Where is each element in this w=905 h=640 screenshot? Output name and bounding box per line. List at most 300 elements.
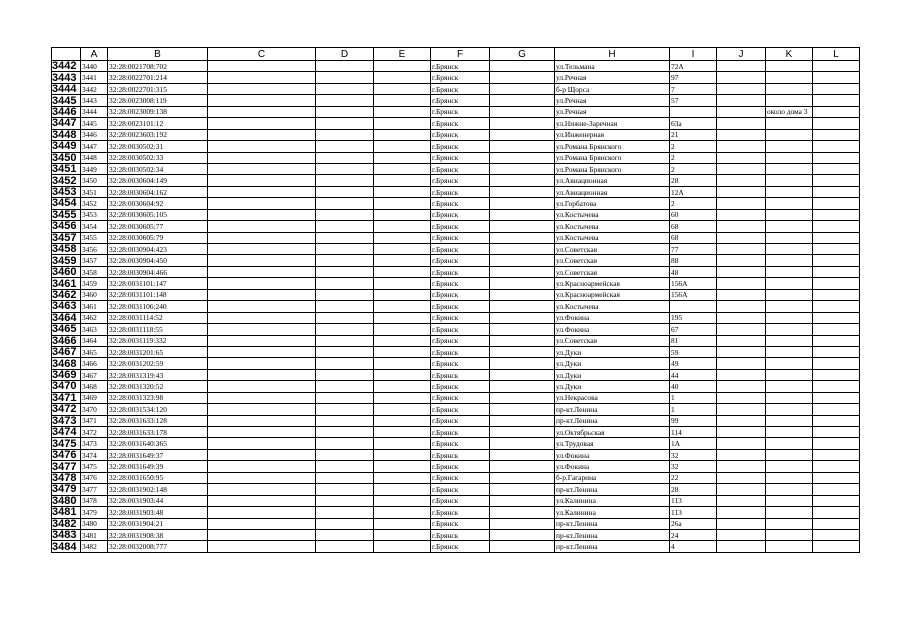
cell-a[interactable]: 3454: [81, 221, 108, 232]
cell-f[interactable]: г.Брянск: [431, 232, 490, 243]
column-header-a[interactable]: A: [81, 48, 108, 61]
cell-a[interactable]: 3458: [81, 266, 108, 277]
cell-g[interactable]: [490, 221, 555, 232]
cell-a[interactable]: 3471: [81, 415, 108, 426]
cell-j[interactable]: [717, 198, 766, 209]
cell-g[interactable]: [490, 118, 555, 129]
cell-g[interactable]: [490, 163, 555, 174]
cell-k[interactable]: [766, 404, 813, 415]
cell-k[interactable]: [766, 278, 813, 289]
cell-d[interactable]: [316, 404, 374, 415]
row-number-cell[interactable]: 3474: [52, 427, 81, 438]
row-number-cell[interactable]: 3461: [52, 278, 81, 289]
cell-i[interactable]: 67: [670, 324, 717, 335]
row-number-cell[interactable]: 3446: [52, 106, 81, 117]
cell-k[interactable]: [766, 507, 813, 518]
cell-i[interactable]: 72А: [670, 61, 717, 72]
cell-a[interactable]: 3452: [81, 198, 108, 209]
cell-c[interactable]: [208, 335, 316, 346]
cell-l[interactable]: [813, 266, 860, 277]
cell-k[interactable]: [766, 175, 813, 186]
cell-d[interactable]: [316, 438, 374, 449]
cell-b[interactable]: 32:28:0022701:315: [108, 83, 208, 94]
cell-c[interactable]: [208, 484, 316, 495]
cell-i[interactable]: [670, 106, 717, 117]
cell-l[interactable]: [813, 278, 860, 289]
column-header-f[interactable]: F: [431, 48, 490, 61]
cell-d[interactable]: [316, 244, 374, 255]
cell-h[interactable]: ул.Октябрьская: [555, 427, 670, 438]
cell-l[interactable]: [813, 83, 860, 94]
cell-f[interactable]: г.Брянск: [431, 266, 490, 277]
cell-l[interactable]: [813, 198, 860, 209]
cell-b[interactable]: 32:28:0030502:34: [108, 163, 208, 174]
row-number-cell[interactable]: 3484: [52, 541, 81, 552]
cell-h[interactable]: ул.Советская: [555, 335, 670, 346]
cell-i[interactable]: 28: [670, 484, 717, 495]
cell-e[interactable]: [374, 163, 431, 174]
cell-l[interactable]: [813, 175, 860, 186]
cell-j[interactable]: [717, 404, 766, 415]
cell-e[interactable]: [374, 518, 431, 529]
cell-d[interactable]: [316, 129, 374, 140]
row-number-cell[interactable]: 3458: [52, 244, 81, 255]
cell-f[interactable]: г.Брянск: [431, 358, 490, 369]
cell-f[interactable]: г.Брянск: [431, 255, 490, 266]
cell-b[interactable]: 32:28:0030604:162: [108, 186, 208, 197]
cell-f[interactable]: г.Брянск: [431, 163, 490, 174]
cell-e[interactable]: [374, 541, 431, 552]
column-header-g[interactable]: G: [490, 48, 555, 61]
cell-b[interactable]: 32:28:0031649:39: [108, 461, 208, 472]
row-number-cell[interactable]: 3457: [52, 232, 81, 243]
cell-k[interactable]: [766, 72, 813, 83]
cell-b[interactable]: 32:28:0030604:92: [108, 198, 208, 209]
cell-h[interactable]: ул.Романа Брянского: [555, 152, 670, 163]
cell-j[interactable]: [717, 358, 766, 369]
cell-i[interactable]: 68: [670, 232, 717, 243]
cell-k[interactable]: [766, 95, 813, 106]
cell-e[interactable]: [374, 427, 431, 438]
cell-g[interactable]: [490, 461, 555, 472]
cell-i[interactable]: 7: [670, 83, 717, 94]
cell-i[interactable]: 63а: [670, 118, 717, 129]
cell-b[interactable]: 32:28:0031114:52: [108, 312, 208, 323]
cell-j[interactable]: [717, 541, 766, 552]
cell-i[interactable]: 12А: [670, 186, 717, 197]
cell-j[interactable]: [717, 346, 766, 357]
cell-i[interactable]: 57: [670, 95, 717, 106]
cell-h[interactable]: пр-кт.Ленина: [555, 529, 670, 540]
cell-b[interactable]: 32:28:0031323:98: [108, 392, 208, 403]
cell-i[interactable]: 4: [670, 541, 717, 552]
cell-i[interactable]: 68: [670, 221, 717, 232]
cell-h[interactable]: ул.Речная: [555, 95, 670, 106]
cell-j[interactable]: [717, 72, 766, 83]
cell-g[interactable]: [490, 529, 555, 540]
cell-j[interactable]: [717, 415, 766, 426]
row-number-cell[interactable]: 3444: [52, 83, 81, 94]
cell-k[interactable]: [766, 346, 813, 357]
row-number-cell[interactable]: 3476: [52, 449, 81, 460]
cell-l[interactable]: [813, 449, 860, 460]
cell-d[interactable]: [316, 449, 374, 460]
cell-i[interactable]: 113: [670, 495, 717, 506]
row-number-cell[interactable]: 3473: [52, 415, 81, 426]
cell-b[interactable]: 32:28:0030604:149: [108, 175, 208, 186]
cell-c[interactable]: [208, 118, 316, 129]
row-number-cell[interactable]: 3479: [52, 484, 81, 495]
cell-f[interactable]: г.Брянск: [431, 186, 490, 197]
cell-a[interactable]: 3448: [81, 152, 108, 163]
cell-j[interactable]: [717, 335, 766, 346]
cell-d[interactable]: [316, 312, 374, 323]
cell-d[interactable]: [316, 358, 374, 369]
cell-j[interactable]: [717, 118, 766, 129]
cell-e[interactable]: [374, 312, 431, 323]
cell-i[interactable]: 1: [670, 392, 717, 403]
row-number-cell[interactable]: 3468: [52, 358, 81, 369]
cell-h[interactable]: ул.Романа Брянского: [555, 141, 670, 152]
cell-c[interactable]: [208, 301, 316, 312]
cell-d[interactable]: [316, 255, 374, 266]
cell-g[interactable]: [490, 301, 555, 312]
cell-c[interactable]: [208, 61, 316, 72]
cell-e[interactable]: [374, 255, 431, 266]
cell-k[interactable]: [766, 392, 813, 403]
cell-g[interactable]: [490, 484, 555, 495]
cell-e[interactable]: [374, 495, 431, 506]
cell-g[interactable]: [490, 438, 555, 449]
row-number-cell[interactable]: 3449: [52, 141, 81, 152]
cell-g[interactable]: [490, 186, 555, 197]
cell-k[interactable]: [766, 381, 813, 392]
cell-l[interactable]: [813, 232, 860, 243]
cell-f[interactable]: г.Брянск: [431, 415, 490, 426]
cell-h[interactable]: б-р Щорса: [555, 83, 670, 94]
cell-c[interactable]: [208, 518, 316, 529]
cell-g[interactable]: [490, 472, 555, 483]
cell-c[interactable]: [208, 529, 316, 540]
cell-e[interactable]: [374, 507, 431, 518]
cell-a[interactable]: 3443: [81, 95, 108, 106]
row-number-cell[interactable]: 3475: [52, 438, 81, 449]
cell-f[interactable]: г.Брянск: [431, 198, 490, 209]
row-number-cell[interactable]: 3465: [52, 324, 81, 335]
cell-e[interactable]: [374, 266, 431, 277]
cell-e[interactable]: [374, 301, 431, 312]
row-number-cell[interactable]: 3454: [52, 198, 81, 209]
cell-e[interactable]: [374, 324, 431, 335]
cell-j[interactable]: [717, 472, 766, 483]
cell-g[interactable]: [490, 415, 555, 426]
cell-d[interactable]: [316, 324, 374, 335]
cell-f[interactable]: г.Брянск: [431, 381, 490, 392]
cell-k[interactable]: [766, 324, 813, 335]
cell-k[interactable]: [766, 541, 813, 552]
cell-k[interactable]: [766, 141, 813, 152]
cell-d[interactable]: [316, 461, 374, 472]
cell-g[interactable]: [490, 266, 555, 277]
cell-b[interactable]: 32:28:0023008:119: [108, 95, 208, 106]
cell-k[interactable]: [766, 61, 813, 72]
cell-c[interactable]: [208, 438, 316, 449]
cell-k[interactable]: [766, 152, 813, 163]
row-number-cell[interactable]: 3469: [52, 369, 81, 380]
row-number-cell[interactable]: 3483: [52, 529, 81, 540]
row-number-cell[interactable]: 3448: [52, 129, 81, 140]
cell-e[interactable]: [374, 358, 431, 369]
cell-l[interactable]: [813, 495, 860, 506]
cell-g[interactable]: [490, 95, 555, 106]
cell-d[interactable]: [316, 518, 374, 529]
cell-f[interactable]: г.Брянск: [431, 118, 490, 129]
cell-d[interactable]: [316, 495, 374, 506]
cell-b[interactable]: 32:28:0031534:120: [108, 404, 208, 415]
cell-k[interactable]: [766, 461, 813, 472]
cell-k[interactable]: [766, 289, 813, 300]
cell-i[interactable]: 114: [670, 427, 717, 438]
cell-j[interactable]: [717, 301, 766, 312]
cell-c[interactable]: [208, 244, 316, 255]
cell-c[interactable]: [208, 495, 316, 506]
cell-c[interactable]: [208, 541, 316, 552]
cell-l[interactable]: [813, 484, 860, 495]
cell-k[interactable]: [766, 312, 813, 323]
cell-b[interactable]: 32:28:0030502:31: [108, 141, 208, 152]
cell-e[interactable]: [374, 484, 431, 495]
cell-k[interactable]: [766, 255, 813, 266]
cell-l[interactable]: [813, 518, 860, 529]
cell-e[interactable]: [374, 141, 431, 152]
cell-g[interactable]: [490, 198, 555, 209]
cell-f[interactable]: г.Брянск: [431, 301, 490, 312]
cell-g[interactable]: [490, 83, 555, 94]
cell-c[interactable]: [208, 415, 316, 426]
cell-a[interactable]: 3441: [81, 72, 108, 83]
cell-l[interactable]: [813, 255, 860, 266]
cell-d[interactable]: [316, 152, 374, 163]
cell-a[interactable]: 3464: [81, 335, 108, 346]
cell-c[interactable]: [208, 232, 316, 243]
cell-l[interactable]: [813, 335, 860, 346]
cell-a[interactable]: 3453: [81, 209, 108, 220]
cell-d[interactable]: [316, 61, 374, 72]
cell-i[interactable]: 59: [670, 346, 717, 357]
cell-e[interactable]: [374, 415, 431, 426]
cell-h[interactable]: ул.Дуки: [555, 346, 670, 357]
cell-e[interactable]: [374, 175, 431, 186]
cell-g[interactable]: [490, 244, 555, 255]
cell-i[interactable]: 156А: [670, 278, 717, 289]
cell-e[interactable]: [374, 335, 431, 346]
cell-k[interactable]: [766, 472, 813, 483]
cell-a[interactable]: 3451: [81, 186, 108, 197]
cell-e[interactable]: [374, 95, 431, 106]
cell-h[interactable]: ул.Трудовая: [555, 438, 670, 449]
cell-e[interactable]: [374, 83, 431, 94]
row-number-cell[interactable]: 3480: [52, 495, 81, 506]
cell-a[interactable]: 3445: [81, 118, 108, 129]
row-number-cell[interactable]: 3477: [52, 461, 81, 472]
cell-g[interactable]: [490, 255, 555, 266]
cell-h[interactable]: ул.Фокина: [555, 312, 670, 323]
cell-j[interactable]: [717, 495, 766, 506]
cell-j[interactable]: [717, 141, 766, 152]
cell-g[interactable]: [490, 507, 555, 518]
cell-j[interactable]: [717, 438, 766, 449]
cell-j[interactable]: [717, 175, 766, 186]
cell-c[interactable]: [208, 266, 316, 277]
cell-h[interactable]: ул.Авиационная: [555, 186, 670, 197]
cell-i[interactable]: 2: [670, 163, 717, 174]
cell-e[interactable]: [374, 61, 431, 72]
cell-e[interactable]: [374, 209, 431, 220]
cell-b[interactable]: 32:28:0032008:777: [108, 541, 208, 552]
cell-c[interactable]: [208, 186, 316, 197]
cell-c[interactable]: [208, 209, 316, 220]
cell-j[interactable]: [717, 289, 766, 300]
cell-j[interactable]: [717, 278, 766, 289]
cell-l[interactable]: [813, 221, 860, 232]
cell-d[interactable]: [316, 232, 374, 243]
cell-g[interactable]: [490, 335, 555, 346]
cell-g[interactable]: [490, 209, 555, 220]
cell-b[interactable]: 32:28:0023101:12: [108, 118, 208, 129]
cell-e[interactable]: [374, 289, 431, 300]
cell-d[interactable]: [316, 163, 374, 174]
cell-f[interactable]: г.Брянск: [431, 244, 490, 255]
cell-i[interactable]: 2: [670, 198, 717, 209]
cell-g[interactable]: [490, 61, 555, 72]
cell-k[interactable]: [766, 415, 813, 426]
cell-h[interactable]: ул.Калинина: [555, 495, 670, 506]
cell-l[interactable]: [813, 141, 860, 152]
cell-l[interactable]: [813, 118, 860, 129]
column-header-l[interactable]: L: [813, 48, 860, 61]
cell-h[interactable]: ул.Костычева: [555, 232, 670, 243]
row-number-cell[interactable]: 3462: [52, 289, 81, 300]
cell-a[interactable]: 3481: [81, 529, 108, 540]
cell-d[interactable]: [316, 118, 374, 129]
cell-e[interactable]: [374, 461, 431, 472]
cell-e[interactable]: [374, 369, 431, 380]
cell-b[interactable]: 32:28:0031908:38: [108, 529, 208, 540]
cell-d[interactable]: [316, 72, 374, 83]
cell-d[interactable]: [316, 381, 374, 392]
cell-l[interactable]: [813, 61, 860, 72]
cell-k[interactable]: [766, 198, 813, 209]
cell-i[interactable]: 2: [670, 152, 717, 163]
cell-f[interactable]: г.Брянск: [431, 346, 490, 357]
cell-i[interactable]: 1: [670, 404, 717, 415]
cell-f[interactable]: г.Брянск: [431, 529, 490, 540]
cell-h[interactable]: ул.Красноармейская: [555, 278, 670, 289]
cell-f[interactable]: г.Брянск: [431, 495, 490, 506]
cell-k[interactable]: [766, 163, 813, 174]
cell-a[interactable]: 3469: [81, 392, 108, 403]
cell-e[interactable]: [374, 221, 431, 232]
cell-l[interactable]: [813, 186, 860, 197]
cell-h[interactable]: ул.Инженерная: [555, 129, 670, 140]
cell-a[interactable]: 3477: [81, 484, 108, 495]
cell-i[interactable]: 2: [670, 141, 717, 152]
row-number-cell[interactable]: 3447: [52, 118, 81, 129]
cell-a[interactable]: 3465: [81, 346, 108, 357]
cell-k[interactable]: [766, 221, 813, 232]
row-number-cell[interactable]: 3459: [52, 255, 81, 266]
cell-g[interactable]: [490, 346, 555, 357]
cell-h[interactable]: ул.Нижне-Заречная: [555, 118, 670, 129]
row-number-cell[interactable]: 3467: [52, 346, 81, 357]
row-number-cell[interactable]: 3478: [52, 472, 81, 483]
cell-i[interactable]: 32: [670, 461, 717, 472]
cell-j[interactable]: [717, 255, 766, 266]
cell-e[interactable]: [374, 392, 431, 403]
cell-h[interactable]: ул.Некрасова: [555, 392, 670, 403]
cell-h[interactable]: ул.Фокина: [555, 324, 670, 335]
cell-k[interactable]: [766, 335, 813, 346]
cell-e[interactable]: [374, 529, 431, 540]
cell-l[interactable]: [813, 529, 860, 540]
cell-i[interactable]: 44: [670, 369, 717, 380]
cell-h[interactable]: ул.Речная: [555, 106, 670, 117]
cell-f[interactable]: г.Брянск: [431, 392, 490, 403]
cell-d[interactable]: [316, 301, 374, 312]
cell-j[interactable]: [717, 232, 766, 243]
cell-k[interactable]: [766, 369, 813, 380]
cell-k[interactable]: [766, 358, 813, 369]
cell-j[interactable]: [717, 129, 766, 140]
cell-j[interactable]: [717, 381, 766, 392]
cell-c[interactable]: [208, 175, 316, 186]
row-number-cell[interactable]: 3482: [52, 518, 81, 529]
cell-g[interactable]: [490, 175, 555, 186]
cell-j[interactable]: [717, 461, 766, 472]
cell-i[interactable]: 97: [670, 72, 717, 83]
cell-i[interactable]: 21: [670, 129, 717, 140]
cell-i[interactable]: 113: [670, 507, 717, 518]
cell-b[interactable]: 32:28:0030605:77: [108, 221, 208, 232]
cell-f[interactable]: г.Брянск: [431, 369, 490, 380]
cell-i[interactable]: 1А: [670, 438, 717, 449]
cell-i[interactable]: 40: [670, 381, 717, 392]
cell-b[interactable]: 32:28:0030904:466: [108, 266, 208, 277]
cell-c[interactable]: [208, 72, 316, 83]
cell-k[interactable]: [766, 266, 813, 277]
cell-l[interactable]: [813, 427, 860, 438]
cell-e[interactable]: [374, 381, 431, 392]
cell-a[interactable]: 3472: [81, 427, 108, 438]
column-header-c[interactable]: C: [208, 48, 316, 61]
cell-d[interactable]: [316, 529, 374, 540]
cell-a[interactable]: 3482: [81, 541, 108, 552]
cell-g[interactable]: [490, 392, 555, 403]
cell-c[interactable]: [208, 324, 316, 335]
cell-i[interactable]: 156А: [670, 289, 717, 300]
cell-i[interactable]: 22: [670, 472, 717, 483]
cell-l[interactable]: [813, 541, 860, 552]
cell-f[interactable]: г.Брянск: [431, 541, 490, 552]
cell-d[interactable]: [316, 289, 374, 300]
row-number-cell[interactable]: 3470: [52, 381, 81, 392]
cell-h[interactable]: пр-кт.Ленина: [555, 484, 670, 495]
row-number-cell[interactable]: 3481: [52, 507, 81, 518]
cell-c[interactable]: [208, 129, 316, 140]
cell-j[interactable]: [717, 266, 766, 277]
cell-a[interactable]: 3467: [81, 369, 108, 380]
cell-j[interactable]: [717, 312, 766, 323]
